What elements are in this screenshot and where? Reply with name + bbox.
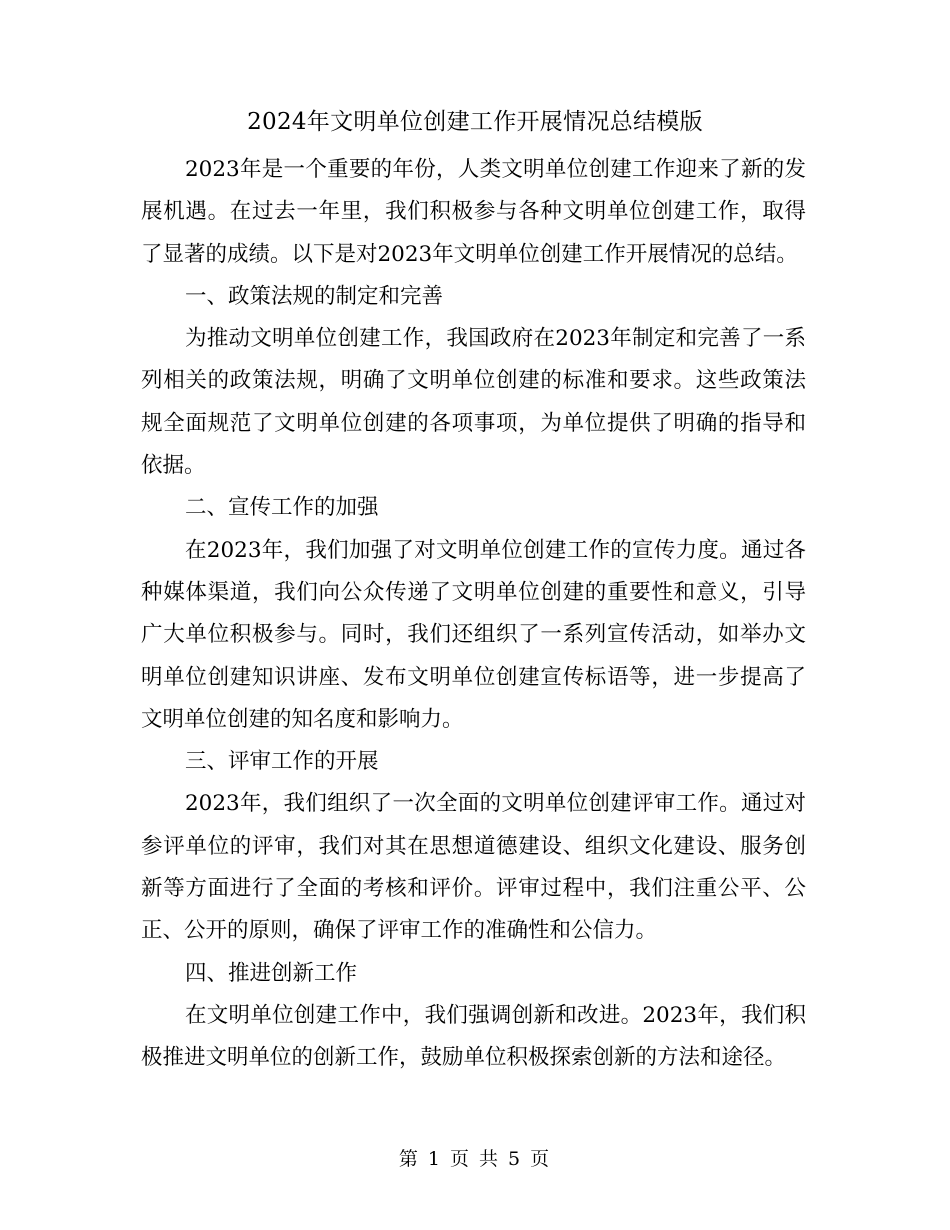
section-heading-publicity: 二、宣传工作的加强 bbox=[185, 495, 379, 521]
section-heading-innovation: 四、推进创新工作 bbox=[185, 960, 358, 986]
section-heading-review: 三、评审工作的开展 bbox=[185, 749, 379, 775]
section-heading-policy: 一、政策法规的制定和完善 bbox=[185, 283, 444, 309]
paragraph-publicity: 在2023年，我们加强了对文明单位创建工作的宣传力度。通过各种媒体渠道，我们向公众传递了文明单位创建的重要性和意义，引导广大单位积极参与。同时，我们还组织了一系列宣传活动，如举办文明单位创建知识讲座、发布文明单位创建宣传标语等，进一步提高了文明单位创建的知名度和影响力。 bbox=[141, 537, 806, 732]
document-title: 2024年文明单位创建工作开展情况总结模版 bbox=[247, 109, 703, 135]
paragraph-review: 2023年，我们组织了一次全面的文明单位创建评审工作。通过对参评单位的评审，我们对其在思想道德建设、组织文化建设、服务创新等方面进行了全面的考核和评价。评审过程中，我们注重公平、公正、公开的原则，确保了评审工作的准确性和公信力。 bbox=[141, 791, 806, 944]
paragraph-innovation: 在文明单位创建工作中，我们强调创新和改进。2023年，我们积极推进文明单位的创新工作，鼓励单位积极探索创新的方法和途径。 bbox=[141, 1002, 806, 1071]
paragraph-intro: 2023年是一个重要的年份，人类文明单位创建工作迎来了新的发展机遇。在过去一年里，我们积极参与各种文明单位创建工作，取得了显著的成绩。以下是对2023年文明单位创建工作开展情况的总结。 bbox=[141, 157, 806, 267]
document-body bbox=[141, 149, 806, 1080]
paragraph-policy: 为推动文明单位创建工作，我国政府在2023年制定和完善了一系列相关的政策法规，明确了文明单位创建的标准和要求。这些政策法规全面规范了文明单位创建的各项事项，为单位提供了明确的指导和依据。 bbox=[141, 326, 806, 479]
page-number-footer: 第 1 页 共 5 页 bbox=[398, 1148, 552, 1170]
